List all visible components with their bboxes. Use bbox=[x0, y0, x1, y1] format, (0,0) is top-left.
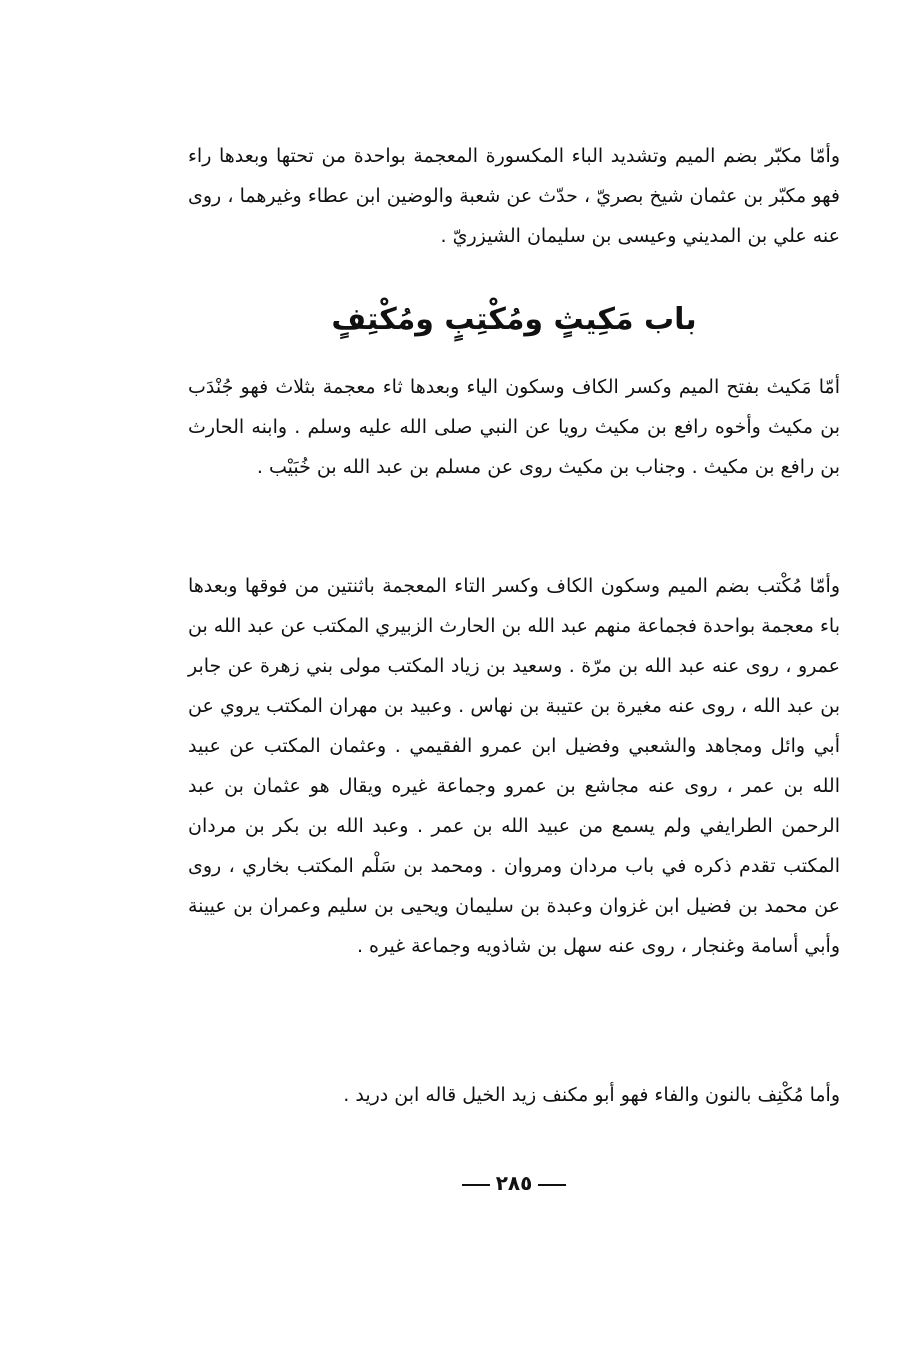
paragraph-mukabbir bbox=[188, 136, 840, 256]
page-number-text: ٢٨٥ bbox=[495, 1171, 533, 1195]
paragraph-text: وأما مُكْنِف بالنون والفاء فهو أبو مكنف زيد الخيل قاله ابن دريد . bbox=[343, 1084, 840, 1106]
paragraph-muktib bbox=[188, 566, 840, 966]
paragraph-text: أمّا مَكيث بفتح الميم وكسر الكاف وسكون الياء وبعدها ثاء معجمة بثلاث فهو جُنْدَب بن مكيث وأخوه رافع بن مكيث رويا عن النبي صلى الله عليه وسلم . وابنه الحارث بن رافع بن مكيث . وجناب بن مكيث روى عن مسلم بن عبد الله بن خُبَيْب . bbox=[188, 376, 840, 478]
paragraph-text: وأمّا مُكْتب بضم الميم وسكون الكاف وكسر التاء المعجمة باثنتين من فوقها وبعدها باء معجمة بواحدة فجماعة منهم عبد الله بن الحارث الزبيري المكتب عن عبد الله بن عمرو ، روى عنه عبد الله بن مرّة . وسعيد بن زياد المكتب مولى بني زهرة عن جابر بن عبد الله ، روى عنه مغيرة بن عتيبة بن نهاس . وعبيد بن مهران المكتب يروي عن أبي وائل ومجاهد والشعبي وفضيل ابن عمرو الفقيمي . وعثمان المكتب عن عبيد الله بن عمر ، روى عنه مجاشع بن عمرو وجماعة غيره ويقال هو عثمان بن عبد الرحمن الطرايفي ولم يسمع من عبيد الله بن عمر . وعبد الله بن بكر بن مردان المكتب تقدم ذكره في باب مردان ومروان . ومحمد بن سَلْم المكتب بخاري ، روى عن محمد بن فضيل ابن غزوان وعبدة بن سليمان ويحيى بن سليم وعمران بن عيينة وأبي أسامة وغنجار ، روى عنه سهل بن شاذويه وجماعة غيره . bbox=[188, 575, 840, 957]
right-dash bbox=[462, 1184, 490, 1186]
paragraph-muknif bbox=[188, 1075, 840, 1115]
paragraph-text: وأمّا مكبّر بضم الميم وتشديد الباء المكسورة المعجمة بواحدة من تحتها وبعدها راء فهو مكبّر بن عثمان شيخ بصريّ ، حدّث عن شعبة والوضين ابن عطاء وغيرهما ، روى عنه علي بن المديني وعيسى بن سليمان الشيزريّ . bbox=[188, 145, 840, 247]
page-number bbox=[188, 1168, 840, 1198]
left-dash bbox=[538, 1184, 566, 1186]
paragraph-makith bbox=[188, 367, 840, 487]
section-heading: باب مَكِيثٍ ومُكْتِبٍ ومُكْتِفٍ bbox=[331, 302, 697, 337]
